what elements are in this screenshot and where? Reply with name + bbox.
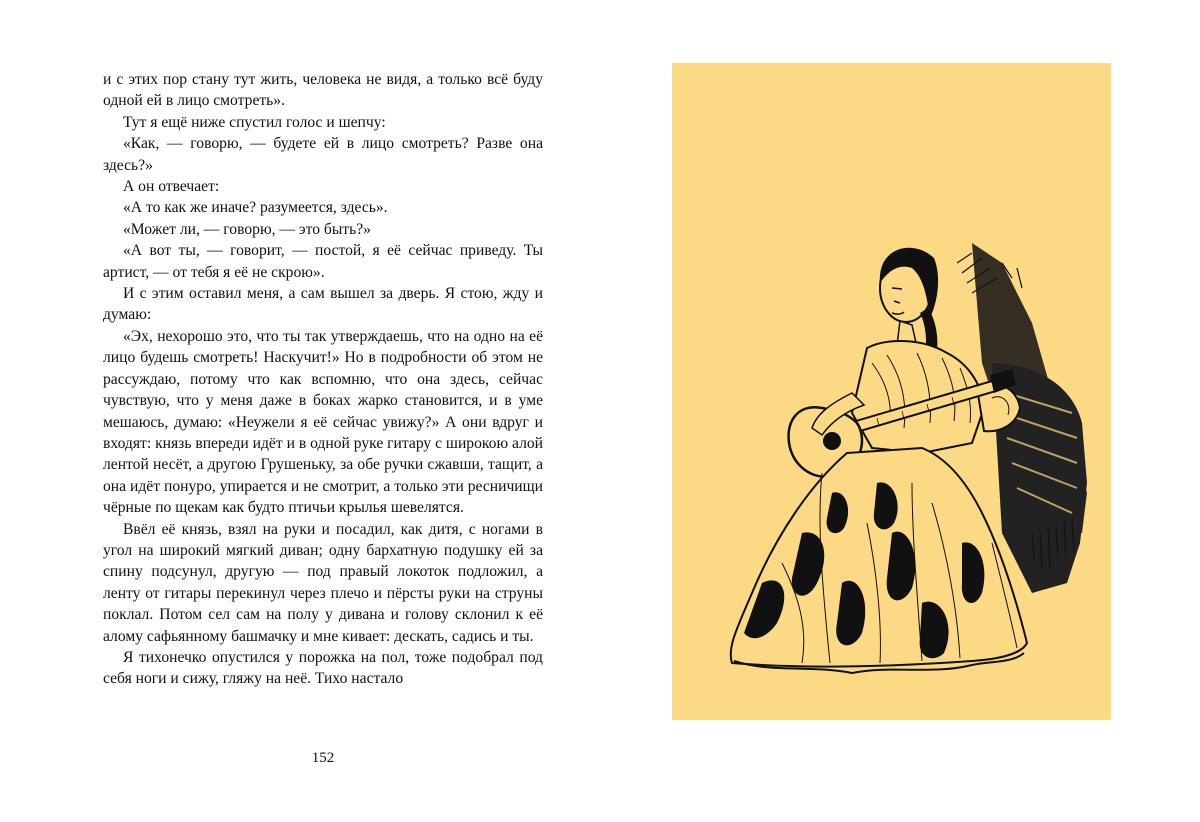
book-text-column — [103, 69, 543, 690]
paragraph: «А то как же иначе? разумеется, здесь». — [123, 199, 388, 217]
paragraph: «Может ли, — говорю, — это быть?» — [123, 220, 371, 238]
paragraph: Ввёл её князь, взял на руки и посадил, как дитя, с ногами в угол на широкий мягкий диван; одну бархатную подушку ей за спину подсунул, другую — под правый локоток подложил, а ленту от гитары перекинул через плечо и пёрсты руки на струны поклал. Потом сел сам на полу у дивана и голову склонил к её алому сафьянному башмачку и мне кивает: дескать, садись и ты. — [103, 520, 543, 645]
paragraph: А он отвечает: — [123, 178, 220, 196]
paragraph: «Эх, нехорошо это, что ты так утверждаешь, что на одно на её лицо будешь смотреть! Наскучит!» Но в подробности об этом не рассуждаю, потому что как вспомню, что она здесь, сейчас чувствую, что у меня даже в боках жарко становится, и в уме мешаюсь, думаю: «Неужели я её сейчас увижу?» А они вдруг и входят: князь впереди идёт и в одной руке гитару с широкою алой лентой несёт, а другою Грушеньку, за обе ручки сжавши, тащит, а она идёт понуро, упирается и не смотрит, а только эти ресничищи чёрные по щекам как будто птичьи крылья шевелятся. — [103, 327, 543, 517]
paragraph: Тут я ещё ниже спустил голос и шепчу: — [123, 113, 386, 131]
woman-with-guitar-illustration — [672, 63, 1111, 720]
paragraph: И с этим оставил меня, а сам вышел за дверь. Я стою, жду и думаю: — [103, 285, 543, 324]
paragraph: «А вот ты, — говорит, — постой, я её сейчас приведу. Ты артист, — от тебя я её не скрою». — [103, 242, 543, 281]
paragraph: и с этих пор стану тут жить, человека не видя, а только всё буду одной ей в лицо смотреть». — [103, 71, 543, 110]
page-number: 152 — [311, 750, 335, 766]
paragraph: Я тихонечко опустился у порожка на пол, тоже подобрал под себя ноги и сижу, гляжу на неё. Тихо настало — [103, 648, 543, 688]
illustration-panel — [672, 63, 1111, 720]
paragraph: «Как, — говорю, — будете ей в лицо смотреть? Разве она здесь?» — [103, 135, 543, 174]
